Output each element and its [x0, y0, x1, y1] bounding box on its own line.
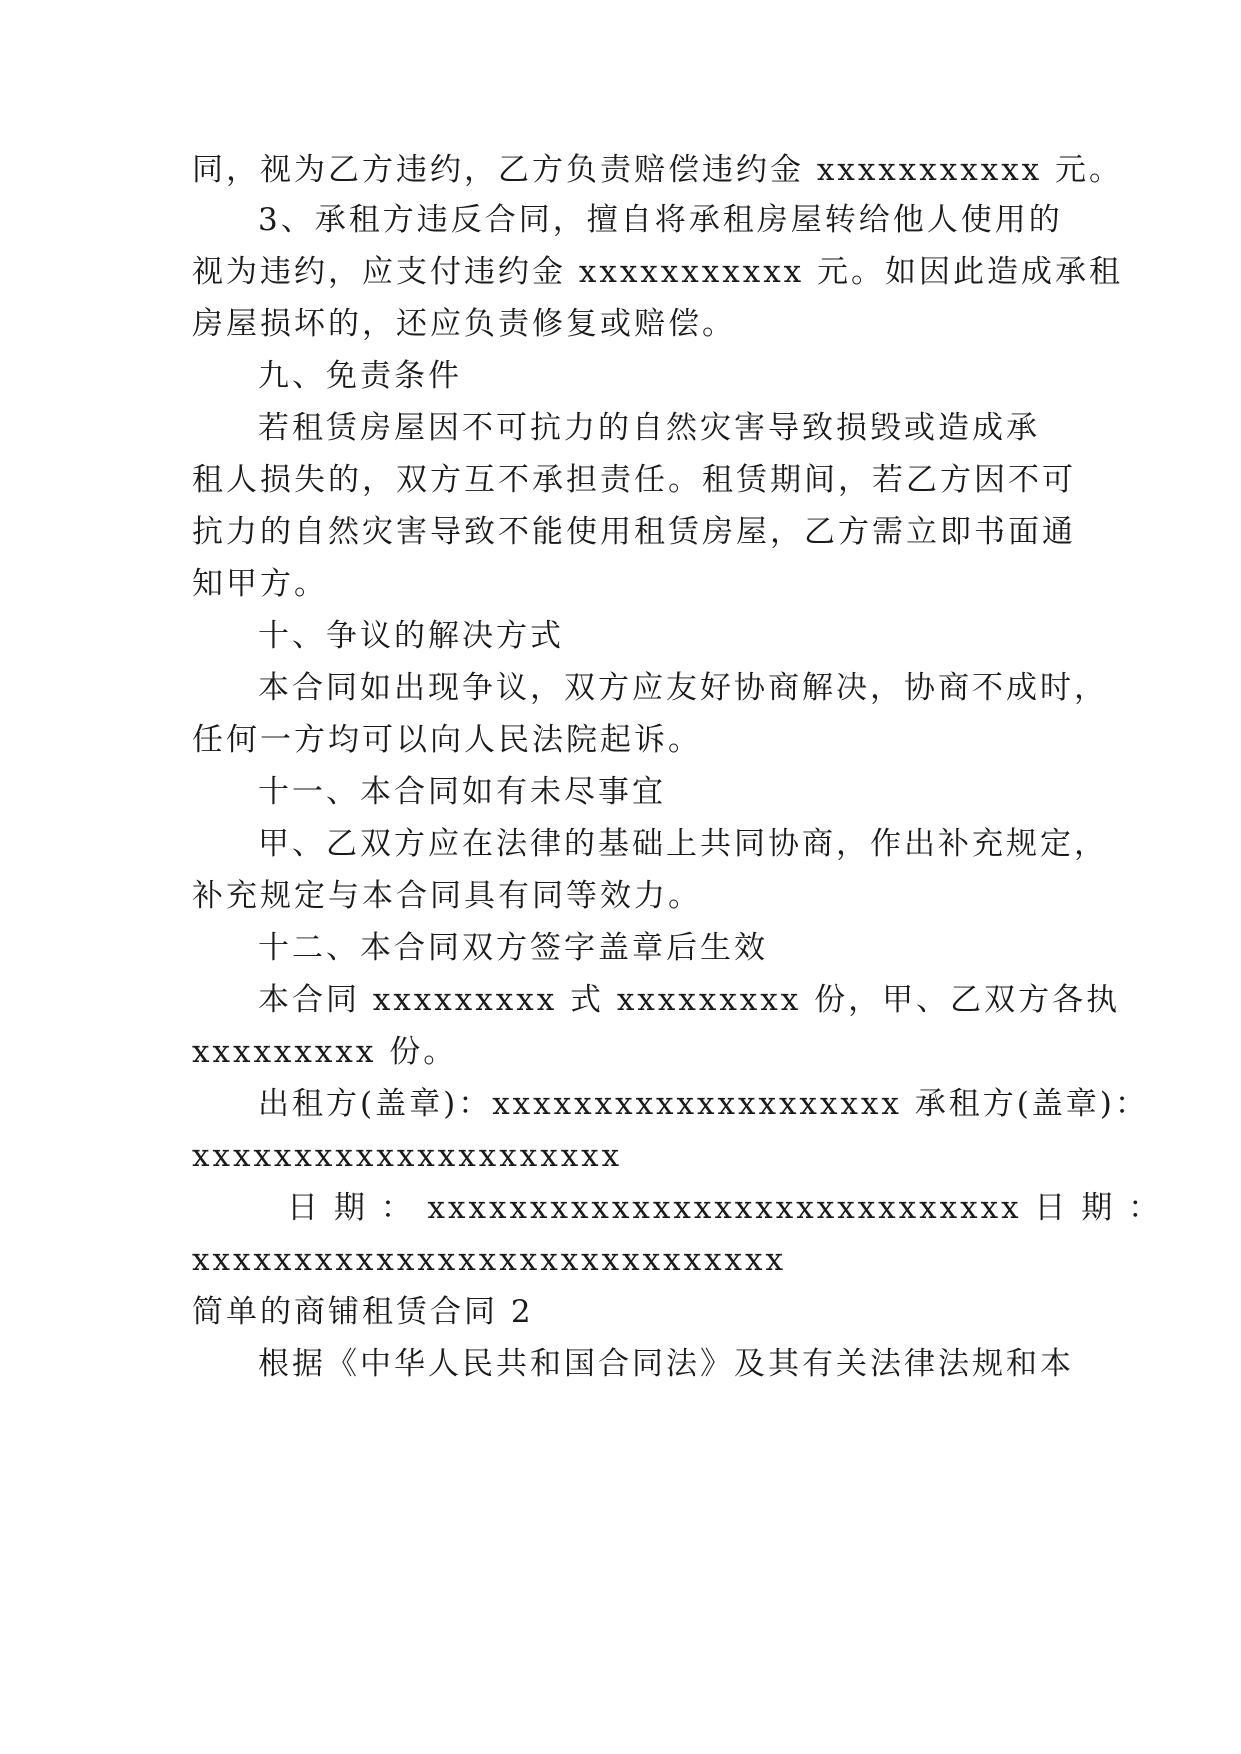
- date-line: 日 期 ： xxxxxxxxxxxxxxxxxxxxxxxxxxxxx 日 期 ：: [287, 1190, 1163, 1226]
- section-heading-11: 十一、本合同如有未尽事宜: [258, 774, 666, 810]
- body-text-line: 若租赁房屋因不可抗力的自然灾害导致损毁或造成承: [258, 410, 1040, 446]
- body-text-line: 甲、乙双方应在法律的基础上共同协商，作出补充规定，: [258, 826, 1108, 862]
- section-heading-12: 十二、本合同双方签字盖章后生效: [258, 930, 768, 966]
- body-text-line: 任何一方均可以向人民法院起诉。: [192, 722, 702, 758]
- body-text-line: 根据《中华人民共和国合同法》及其有关法律法规和本: [258, 1346, 1074, 1382]
- body-text-line: 知甲方。: [192, 566, 328, 602]
- body-text-line: 本合同 xxxxxxxxx 式 xxxxxxxxx 份，甲、乙双方各执: [258, 982, 1121, 1018]
- body-text-line: 本合同如出现争议，双方应友好协商解决，协商不成时，: [258, 670, 1108, 706]
- signature-line: 出租方(盖章)：xxxxxxxxxxxxxxxxxxxx 承租方(盖章)：: [258, 1086, 1149, 1122]
- body-text-line: xxxxxxxxx 份。: [192, 1034, 458, 1070]
- body-text-line: 租人损失的，双方互不承担责任。租赁期间，若乙方因不可: [192, 462, 1076, 498]
- body-text-line: 抗力的自然灾害导致不能使用租赁房屋，乙方需立即书面通: [192, 514, 1076, 550]
- signature-line: xxxxxxxxxxxxxxxxxxxxx: [192, 1138, 623, 1174]
- body-text-line: 补充规定与本合同具有同等效力。: [192, 878, 702, 914]
- date-line: xxxxxxxxxxxxxxxxxxxxxxxxxxxxx: [192, 1242, 787, 1278]
- section-heading-9: 九、免责条件: [258, 358, 462, 394]
- body-text-line: 视为违约，应支付违约金 xxxxxxxxxxx 元。如因此造成承租: [192, 254, 1124, 290]
- section-heading-10: 十、争议的解决方式: [258, 618, 564, 654]
- clause-3-line: 3、承租方违反合同，擅自将承租房屋转给他人使用的: [258, 202, 1063, 238]
- body-text-line: 房屋损坏的，还应负责修复或赔偿。: [192, 306, 736, 342]
- body-text-line: 同，视为乙方违约，乙方负责赔偿违约金 xxxxxxxxxxx 元。: [192, 152, 1124, 188]
- document-title: 简单的商铺租赁合同 2: [192, 1294, 534, 1330]
